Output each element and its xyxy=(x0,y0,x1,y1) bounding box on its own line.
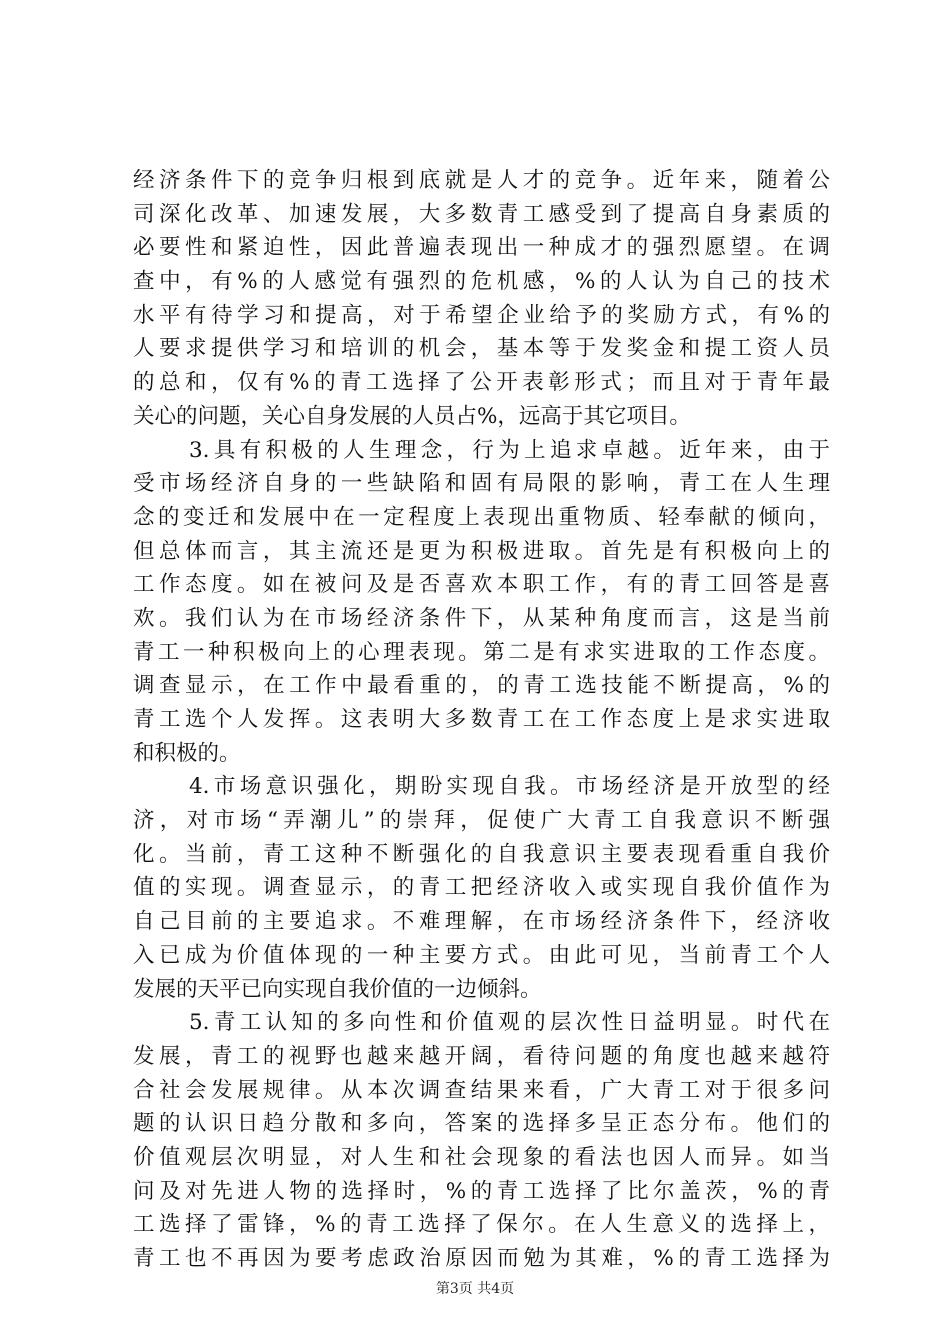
text-line: 欢。我们认为在市场经济条件下，从某种角度而言，这是当前 xyxy=(133,605,830,631)
text-line: 自己目前的主要追求。不难理解，在市场经济条件下，经济收 xyxy=(133,909,830,935)
text-line: 人要求提供学习和培训的机会，基本等于发奖金和提工资人员 xyxy=(133,336,830,362)
text-line: 青工一种积极向上的心理表现。第二是有求实进取的工作态度。 xyxy=(133,639,830,665)
text-line: 查中，有%的人感觉有强烈的危机感，%的人认为自己的技术 xyxy=(133,269,830,295)
text-line: 经济条件下的竞争归根到底就是人才的竞争。近年来，随着公 xyxy=(133,168,830,193)
text-line: 济，对市场“弄潮儿”的崇拜，促使广大青工自我意识不断强 xyxy=(133,808,830,834)
text-line: 化。当前，青工这种不断强化的自我意识主要表现看重自我价 xyxy=(133,841,830,867)
text-line: 合社会发展规律。从本次调查结果来看，广大青工对于很多问 xyxy=(133,1077,830,1103)
text-line: 司深化改革、加速发展，大多数青工感受到了提高自身素质的 xyxy=(133,201,830,227)
text-line: 入已成为价值体现的一种主要方式。由此可见，当前青工个人 xyxy=(133,942,830,968)
text-line: 青工也不再因为要考虑政治原因而勉为其难，%的青工选择为 xyxy=(133,1246,830,1271)
text-line: 青工选个人发挥。这表明大多数青工在工作态度上是求实进取 xyxy=(133,707,830,732)
paragraph-4-first-line: 4.市场意识强化，期盼实现自我。市场经济是开放型的经 xyxy=(189,774,830,800)
text-line: 题的认识日趋分散和多向，答案的选择多呈正态分布。他们的 xyxy=(133,1111,830,1137)
text-line: 必要性和紧迫性，因此普遍表现出一种成才的强烈愿望。在调 xyxy=(133,235,830,261)
text-line: 但总体而言，其主流还是更为积极进取。首先是有积极向上的 xyxy=(133,538,830,564)
text-line: 和积极的。 xyxy=(133,740,241,766)
text-line: 调查显示，在工作中最看重的，的青工选技能不断提高，%的 xyxy=(133,673,830,699)
paragraph-3-first-line: 3.具有积极的人生理念，行为上追求卓越。近年来，由于 xyxy=(189,437,830,463)
paragraph-5-first-line: 5.青工认知的多向性和价值观的层次性日益明显。时代在 xyxy=(189,1010,830,1036)
text-line: 问及对先进人物的选择时，%的青工选择了比尔盖茨，%的青 xyxy=(133,1178,830,1204)
document-body xyxy=(133,164,830,1276)
text-line: 的总和，仅有%的青工选择了公开表彰形式；而且对于青年最 xyxy=(133,370,830,396)
text-line: 价值观层次明显，对人生和社会现象的看法也因人而异。如当 xyxy=(133,1144,830,1170)
text-line: 值的实现。调查显示，的青工把经济收入或实现自我价值作为 xyxy=(133,875,830,901)
text-line: 发展，青工的视野也越来越开阔，看待问题的角度也越来越符 xyxy=(133,1043,830,1069)
text-line: 受市场经济自身的一些缺陷和固有局限的影响，青工在人生理 xyxy=(133,471,830,497)
page-number-footer: 第3页 共4页 xyxy=(435,1281,515,1297)
text-line: 念的变迁和发展中在一定程度上表现出重物质、轻奉献的倾向， xyxy=(133,504,830,530)
text-line: 水平有待学习和提高，对于希望企业给予的奖励方式，有%的 xyxy=(133,302,830,328)
text-line: 工选择了雷锋，%的青工选择了保尔。在人生意义的选择上， xyxy=(133,1212,830,1238)
text-line: 发展的天平已向实现自我价值的一边倾斜。 xyxy=(133,976,542,1002)
text-line: 关心的问题，关心自身发展的人员占%，远高于其它项目。 xyxy=(133,403,691,429)
text-line: 工作态度。如在被问及是否喜欢本职工作，有的青工回答是喜 xyxy=(133,572,830,598)
